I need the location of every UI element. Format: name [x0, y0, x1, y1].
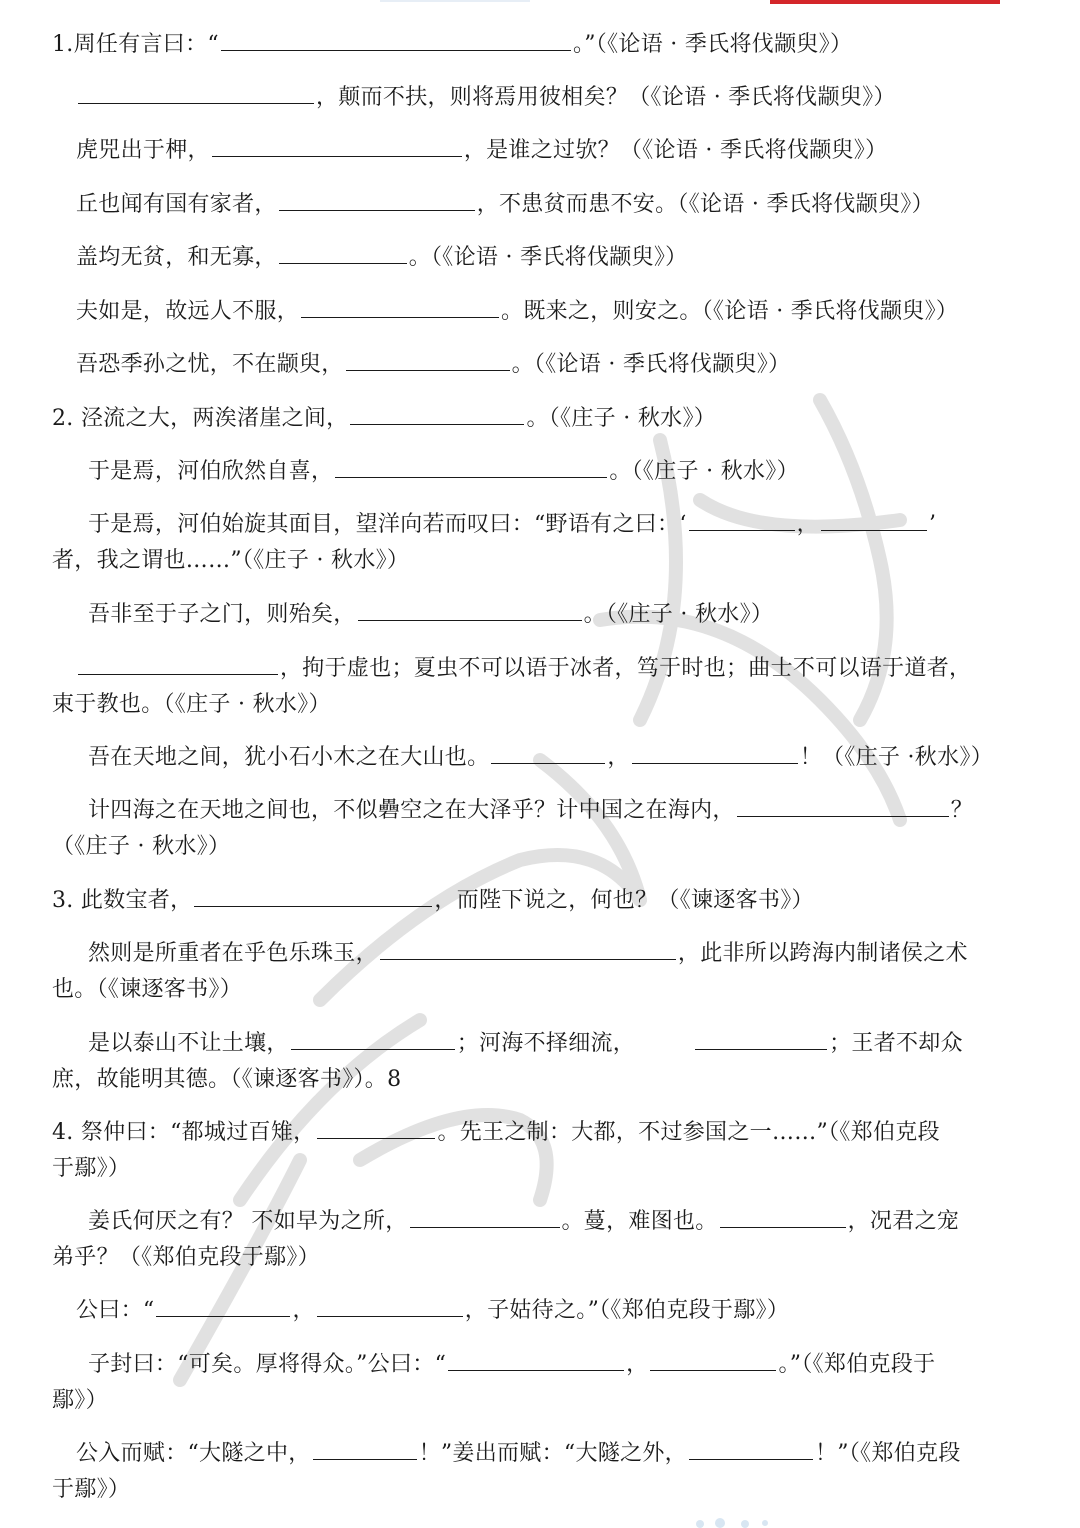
- line-6: 夫如是，故远人不服， 。既来之，则安之。（《论语 · 季氏将伐颛臾》）: [76, 299, 959, 324]
- answer-blank[interactable]: [650, 1350, 776, 1371]
- answer-blank[interactable]: [410, 1207, 560, 1228]
- answer-blank[interactable]: [156, 1296, 290, 1317]
- line-18-cont: 于鄢》）: [52, 1156, 131, 1181]
- answer-blank[interactable]: [313, 1439, 417, 1460]
- answer-blank[interactable]: [279, 243, 407, 264]
- answer-blank[interactable]: [491, 743, 605, 764]
- line-22-cont: 于鄢》）: [52, 1477, 131, 1502]
- line-16: 然则是所重者在乎色乐珠玉， ，此非所以跨海内制诸侯之术: [88, 941, 968, 966]
- answer-blank[interactable]: [689, 510, 795, 531]
- line-2: ，颠而不扶，则将焉用彼相矣？（《论语 · 季氏将伐颛臾》）: [76, 83, 896, 113]
- line-22: 公入而赋：“大隧之中， ！”姜出而赋：“大隧之外， ！”（《郑伯克段: [76, 1441, 961, 1466]
- line-10: 于是焉，河伯始旋其面目，望洋向若而叹曰：“野语有之曰：‘ ， ’: [88, 512, 937, 537]
- answer-blank[interactable]: [358, 600, 582, 621]
- answer-blank[interactable]: [737, 796, 949, 817]
- answer-blank[interactable]: [317, 1118, 435, 1139]
- answer-blank[interactable]: [78, 83, 314, 104]
- answer-blank[interactable]: [448, 1350, 624, 1371]
- line-14-cont: （《庄子 · 秋水》）: [52, 834, 231, 859]
- line-12-cont: 束于教也。（《庄子 · 秋水》）: [52, 692, 331, 717]
- answer-blank[interactable]: [194, 886, 432, 907]
- line-12: ，拘于虚也；夏虫不可以语于冰者，笃于时也；曲士不可以语于道者，: [76, 654, 971, 684]
- line-16-cont: 也。（《谏逐客书》）: [52, 977, 243, 1002]
- line-19: 姜氏何厌之有？ 不如早为之所， 。蔓，难图也。 ，况君之宠: [88, 1209, 960, 1234]
- answer-blank[interactable]: [380, 939, 676, 960]
- line-5: 盖均无贫，和无寡， 。（《论语 · 季氏将伐颛臾》）: [76, 245, 688, 270]
- answer-blank[interactable]: [221, 30, 571, 51]
- line-20: 公曰：“ ， ，子姑待之。”（《郑伯克段于鄢》）: [76, 1298, 790, 1323]
- answer-blank[interactable]: [720, 1207, 846, 1228]
- answer-blank[interactable]: [632, 743, 798, 764]
- line-3: 虎兕出于柙， ，是谁之过欤？（《论语 · 季氏将伐颛臾》）: [76, 138, 888, 163]
- answer-blank[interactable]: [346, 350, 510, 371]
- top-accent-bar: [770, 0, 1000, 4]
- answer-blank[interactable]: [212, 136, 462, 157]
- line-11: 吾非至于子之门，则殆矣， 。（《庄子 · 秋水》）: [88, 602, 774, 627]
- answer-blank[interactable]: [317, 1296, 463, 1317]
- line-9: 于是焉，河伯欣然自喜， 。（《庄子 · 秋水》）: [88, 459, 799, 484]
- answer-blank[interactable]: [78, 654, 278, 675]
- line-17: 是以泰山不让土壤， ；河海不择细流， ；王者不却众: [88, 1031, 963, 1056]
- answer-blank[interactable]: [821, 510, 927, 531]
- answer-blank[interactable]: [291, 1029, 455, 1050]
- answer-blank[interactable]: [695, 1029, 827, 1050]
- answer-blank[interactable]: [279, 190, 475, 211]
- answer-blank[interactable]: [350, 404, 524, 425]
- line-18: 4. 祭仲曰：“都城过百雉， 。先王之制：大都，不过参国之一……”（《郑伯克段: [52, 1120, 940, 1145]
- line-10-cont: 者，我之谓也……”（《庄子 · 秋水》）: [52, 548, 410, 573]
- line-1: 1.周任有言曰：“ 。”（《论语 · 季氏将伐颛臾》）: [52, 32, 853, 57]
- line-4: 丘也闻有国有家者， ，不患贫而患不安。（《论语 · 季氏将伐颛臾》）: [76, 192, 934, 217]
- line-19-cont: 弟乎？（《郑伯克段于鄢》）: [52, 1245, 320, 1270]
- line-13: 吾在天地之间，犹小石小木之在大山也。 ， ！（《庄子 ·秋水》）: [88, 745, 994, 770]
- line-7: 吾恐季孙之忧，不在颛臾， 。（《论语 · 季氏将伐颛臾》）: [76, 352, 791, 377]
- answer-blank[interactable]: [335, 457, 607, 478]
- footer-decoration: [690, 1515, 780, 1528]
- line-21: 子封曰：“可矣。厚将得众。”公曰：“ ， 。”（《郑伯克段于: [88, 1352, 936, 1377]
- line-8: 2. 泾流之大，两涘渚崖之间， 。（《庄子 · 秋水》）: [52, 406, 717, 431]
- line-17-cont: 庶，故能明其德。（《谏逐客书》）。8: [52, 1067, 402, 1092]
- line-14: 计四海之在天地之间也，不似礨空之在大泽乎？计中国之在海内， ？: [88, 798, 974, 823]
- top-decoration: [380, 0, 530, 2]
- line-21-cont: 鄢》）: [52, 1388, 108, 1413]
- line-15: 3. 此数宝者， ，而陛下说之，何也？（《谏逐客书》）: [52, 888, 814, 913]
- answer-blank[interactable]: [689, 1439, 813, 1460]
- answer-blank[interactable]: [301, 297, 499, 318]
